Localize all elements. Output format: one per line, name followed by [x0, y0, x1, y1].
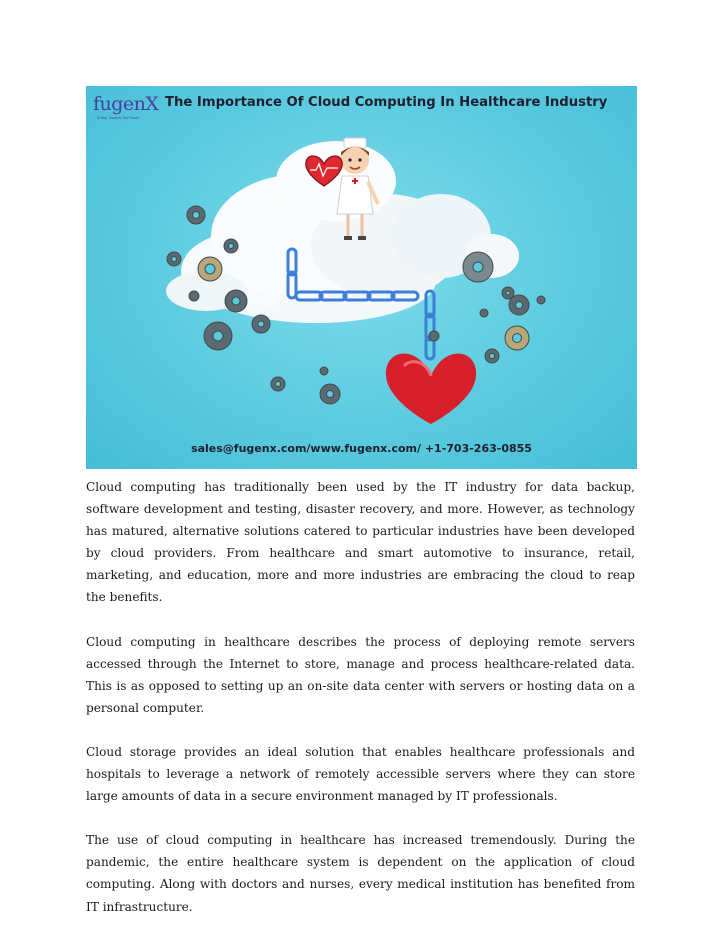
article-paragraph: Cloud computing has traditionally been used by the IT industry for data backup, software development and testing, disaster recovery, and more. However, as technology has matured, alternative solutions catered to particular industries have been developed by cloud providers. From healthcare and smart automotive to insurance, retail, marketing, and education, more and more industries are embracing the cloud to reap the benefits. [86, 480, 635, 605]
logo-tagline: A Step Towards The Future [97, 116, 140, 120]
article-paragraph: Cloud computing in healthcare describes the process of deploying remote servers accessed through the Internet to store, manage and process healthcare-related data. This is as opposed to setting up an on-site data center with servers or hosting data on a personal computer. [86, 634, 635, 715]
cloud-icon [166, 141, 519, 323]
article-body [86, 476, 635, 940]
article-paragraph: Cloud storage provides an ideal solution that enables healthcare professionals and hospitals to leverage a network of remotely accessible servers where they can store large amounts of data in a secure environment managed by IT professionals. [86, 744, 635, 804]
fugenx-logo: fugenX [93, 93, 159, 115]
hero-banner-image [86, 86, 637, 469]
banner-illustration [86, 86, 637, 469]
large-heart-icon [386, 353, 476, 424]
banner-contact-info: sales@fugenx.com/www.fugenx.com/ +1-703-263-0855 [191, 442, 532, 455]
article-paragraph: The use of cloud computing in healthcare has increased tremendously. During the pandemic, the entire healthcare system is dependent on the application of cloud computing. Along with doctors and nurses, every medical institution has benefited from IT infrastructure. [86, 833, 635, 914]
banner-title: The Importance Of Cloud Computing In Healthcare Industry [165, 95, 608, 110]
